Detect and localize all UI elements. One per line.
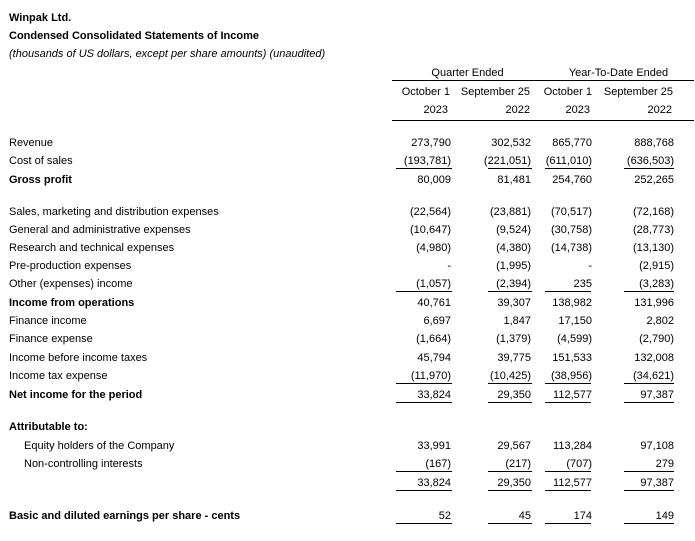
cell-value: (70,517) (551, 206, 592, 218)
cell-value: (636,503) (626, 155, 674, 167)
cell-value: 29,350 (497, 389, 531, 401)
row-label: Income from operations (9, 297, 135, 309)
total-underline (488, 402, 532, 403)
col-header-year: 2023 (423, 104, 448, 116)
cell-value: - (588, 260, 592, 272)
company-name: Winpak Ltd. (9, 12, 72, 24)
total-underline (545, 471, 591, 472)
cell-value: 81,481 (497, 174, 531, 186)
cell-value: (217) (505, 458, 531, 470)
cell-value: (14,738) (551, 242, 592, 254)
total-underline (545, 402, 591, 403)
total-underline (488, 471, 532, 472)
cell-value: 6,697 (423, 315, 451, 327)
row-label: Equity holders of the Company (24, 440, 175, 452)
cell-value: (167) (425, 458, 451, 470)
total-underline (545, 291, 591, 292)
col-header-date: September 25 (603, 86, 673, 98)
cell-value: (1,664) (416, 333, 451, 345)
cell-value: 40,761 (417, 297, 451, 309)
cell-value: (38,956) (551, 370, 592, 382)
cell-value: 17,150 (558, 315, 592, 327)
cell-value: (10,647) (410, 224, 451, 236)
cell-value: 273,790 (411, 137, 451, 149)
row-label: Income before income taxes (9, 352, 148, 364)
row-label: Non-controlling interests (24, 458, 143, 470)
col-header-date: October 1 (543, 86, 592, 98)
cell-value: (4,980) (416, 242, 451, 254)
cell-value: 235 (573, 278, 592, 290)
cell-value: 29,350 (497, 477, 531, 489)
cell-value: - (447, 260, 451, 272)
total-underline (488, 490, 532, 491)
group-header-quarter: Quarter Ended (392, 67, 543, 81)
row-label: Research and technical expenses (9, 242, 175, 254)
total-underline (624, 402, 674, 403)
col-header-date: October 1 (401, 86, 450, 98)
total-underline (488, 383, 532, 384)
total-underline (396, 383, 452, 384)
cell-value: 151,533 (552, 352, 592, 364)
total-underline (396, 402, 452, 403)
row-label: Basic and diluted earnings per share - cents (9, 510, 241, 522)
col-header-year: 2022 (505, 104, 530, 116)
row-label: Finance income (9, 315, 87, 327)
cell-value: 112,577 (553, 477, 592, 489)
statement-subtitle: (thousands of US dollars, except per share amounts) (unaudited) (9, 48, 326, 60)
cell-value: (2,394) (496, 278, 531, 290)
cell-value: 888,768 (634, 137, 674, 149)
total-underline (624, 168, 674, 169)
cell-value: (4,380) (496, 242, 531, 254)
cell-value: 131,996 (634, 297, 674, 309)
cell-value: 33,824 (417, 477, 451, 489)
cell-value: 113,284 (553, 440, 592, 452)
cell-value: 45,794 (417, 352, 451, 364)
cell-value: (193,781) (403, 155, 451, 167)
col-header-year: 2023 (565, 104, 590, 116)
total-underline (396, 168, 452, 169)
cell-value: 138,982 (552, 297, 592, 309)
cell-value: 39,307 (497, 297, 531, 309)
cell-value: (28,773) (633, 224, 674, 236)
cell-value: 29,567 (497, 440, 531, 452)
cell-value: (1,057) (416, 278, 451, 290)
row-label: Sales, marketing and distribution expenses (9, 206, 219, 218)
cell-value: 254,760 (552, 174, 592, 186)
total-underline (396, 490, 452, 491)
cell-value: (2,790) (639, 333, 674, 345)
row-label: Cost of sales (9, 155, 73, 167)
total-underline (624, 383, 674, 384)
cell-value: (13,130) (633, 242, 674, 254)
total-underline (624, 471, 674, 472)
cell-value: (221,051) (483, 155, 531, 167)
total-underline (488, 523, 532, 524)
cell-value: 865,770 (552, 137, 592, 149)
row-label: General and administrative expenses (9, 224, 191, 236)
cell-value: 52 (438, 510, 451, 522)
cell-value: 45 (518, 510, 531, 522)
cell-value: (22,564) (410, 206, 451, 218)
cell-value: 33,824 (417, 389, 451, 401)
total-underline (396, 471, 452, 472)
group-header-ytd: Year-To-Date Ended (543, 67, 694, 81)
cell-value: 279 (655, 458, 674, 470)
total-underline (488, 168, 532, 169)
cell-value: 33,991 (417, 440, 451, 452)
cell-value: 112,577 (553, 389, 592, 401)
col-header-year: 2022 (647, 104, 672, 116)
total-underline (545, 383, 591, 384)
total-underline (488, 291, 532, 292)
cell-value: (1,995) (496, 260, 531, 272)
cell-value: 149 (655, 510, 674, 522)
cell-value: (707) (566, 458, 592, 470)
total-underline (624, 523, 674, 524)
cell-value: (10,425) (490, 370, 531, 382)
cell-value: 132,008 (634, 352, 674, 364)
cell-value: 2,802 (646, 315, 674, 327)
cell-value: 302,532 (491, 137, 531, 149)
row-label: Income tax expense (9, 370, 108, 382)
cell-value: 1,847 (503, 315, 531, 327)
cell-value: 174 (573, 510, 592, 522)
total-underline (545, 523, 591, 524)
row-label: Finance expense (9, 333, 93, 345)
cell-value: (4,599) (557, 333, 592, 345)
total-underline (396, 523, 452, 524)
total-underline (624, 291, 674, 292)
total-underline (624, 490, 674, 491)
header-underline (392, 120, 694, 121)
cell-value: (72,168) (633, 206, 674, 218)
cell-value: 80,009 (417, 174, 451, 186)
cell-value: 97,387 (640, 389, 674, 401)
row-label: Attributable to: (9, 421, 88, 433)
cell-value: 252,265 (634, 174, 674, 186)
total-underline (545, 168, 591, 169)
cell-value: (3,283) (639, 278, 674, 290)
row-label: Other (expenses) income (9, 278, 133, 290)
row-label: Revenue (9, 137, 54, 149)
col-header-date: September 25 (460, 86, 530, 98)
cell-value: (30,758) (551, 224, 592, 236)
row-label: Pre-production expenses (9, 260, 132, 272)
cell-value: 97,387 (640, 477, 674, 489)
statement-title: Condensed Consolidated Statements of Income (9, 30, 259, 42)
cell-value: (11,970) (410, 370, 451, 382)
row-label: Gross profit (9, 174, 72, 186)
row-label: Net income for the period (9, 389, 143, 401)
total-underline (396, 291, 452, 292)
cell-value: 97,108 (640, 440, 674, 452)
cell-value: (34,621) (633, 370, 674, 382)
cell-value: (2,915) (639, 260, 674, 272)
cell-value: 39,775 (497, 352, 531, 364)
total-underline (545, 490, 591, 491)
cell-value: (1,379) (496, 333, 531, 345)
cell-value: (611,010) (545, 155, 592, 167)
cell-value: (23,881) (490, 206, 531, 218)
cell-value: (9,524) (496, 224, 531, 236)
